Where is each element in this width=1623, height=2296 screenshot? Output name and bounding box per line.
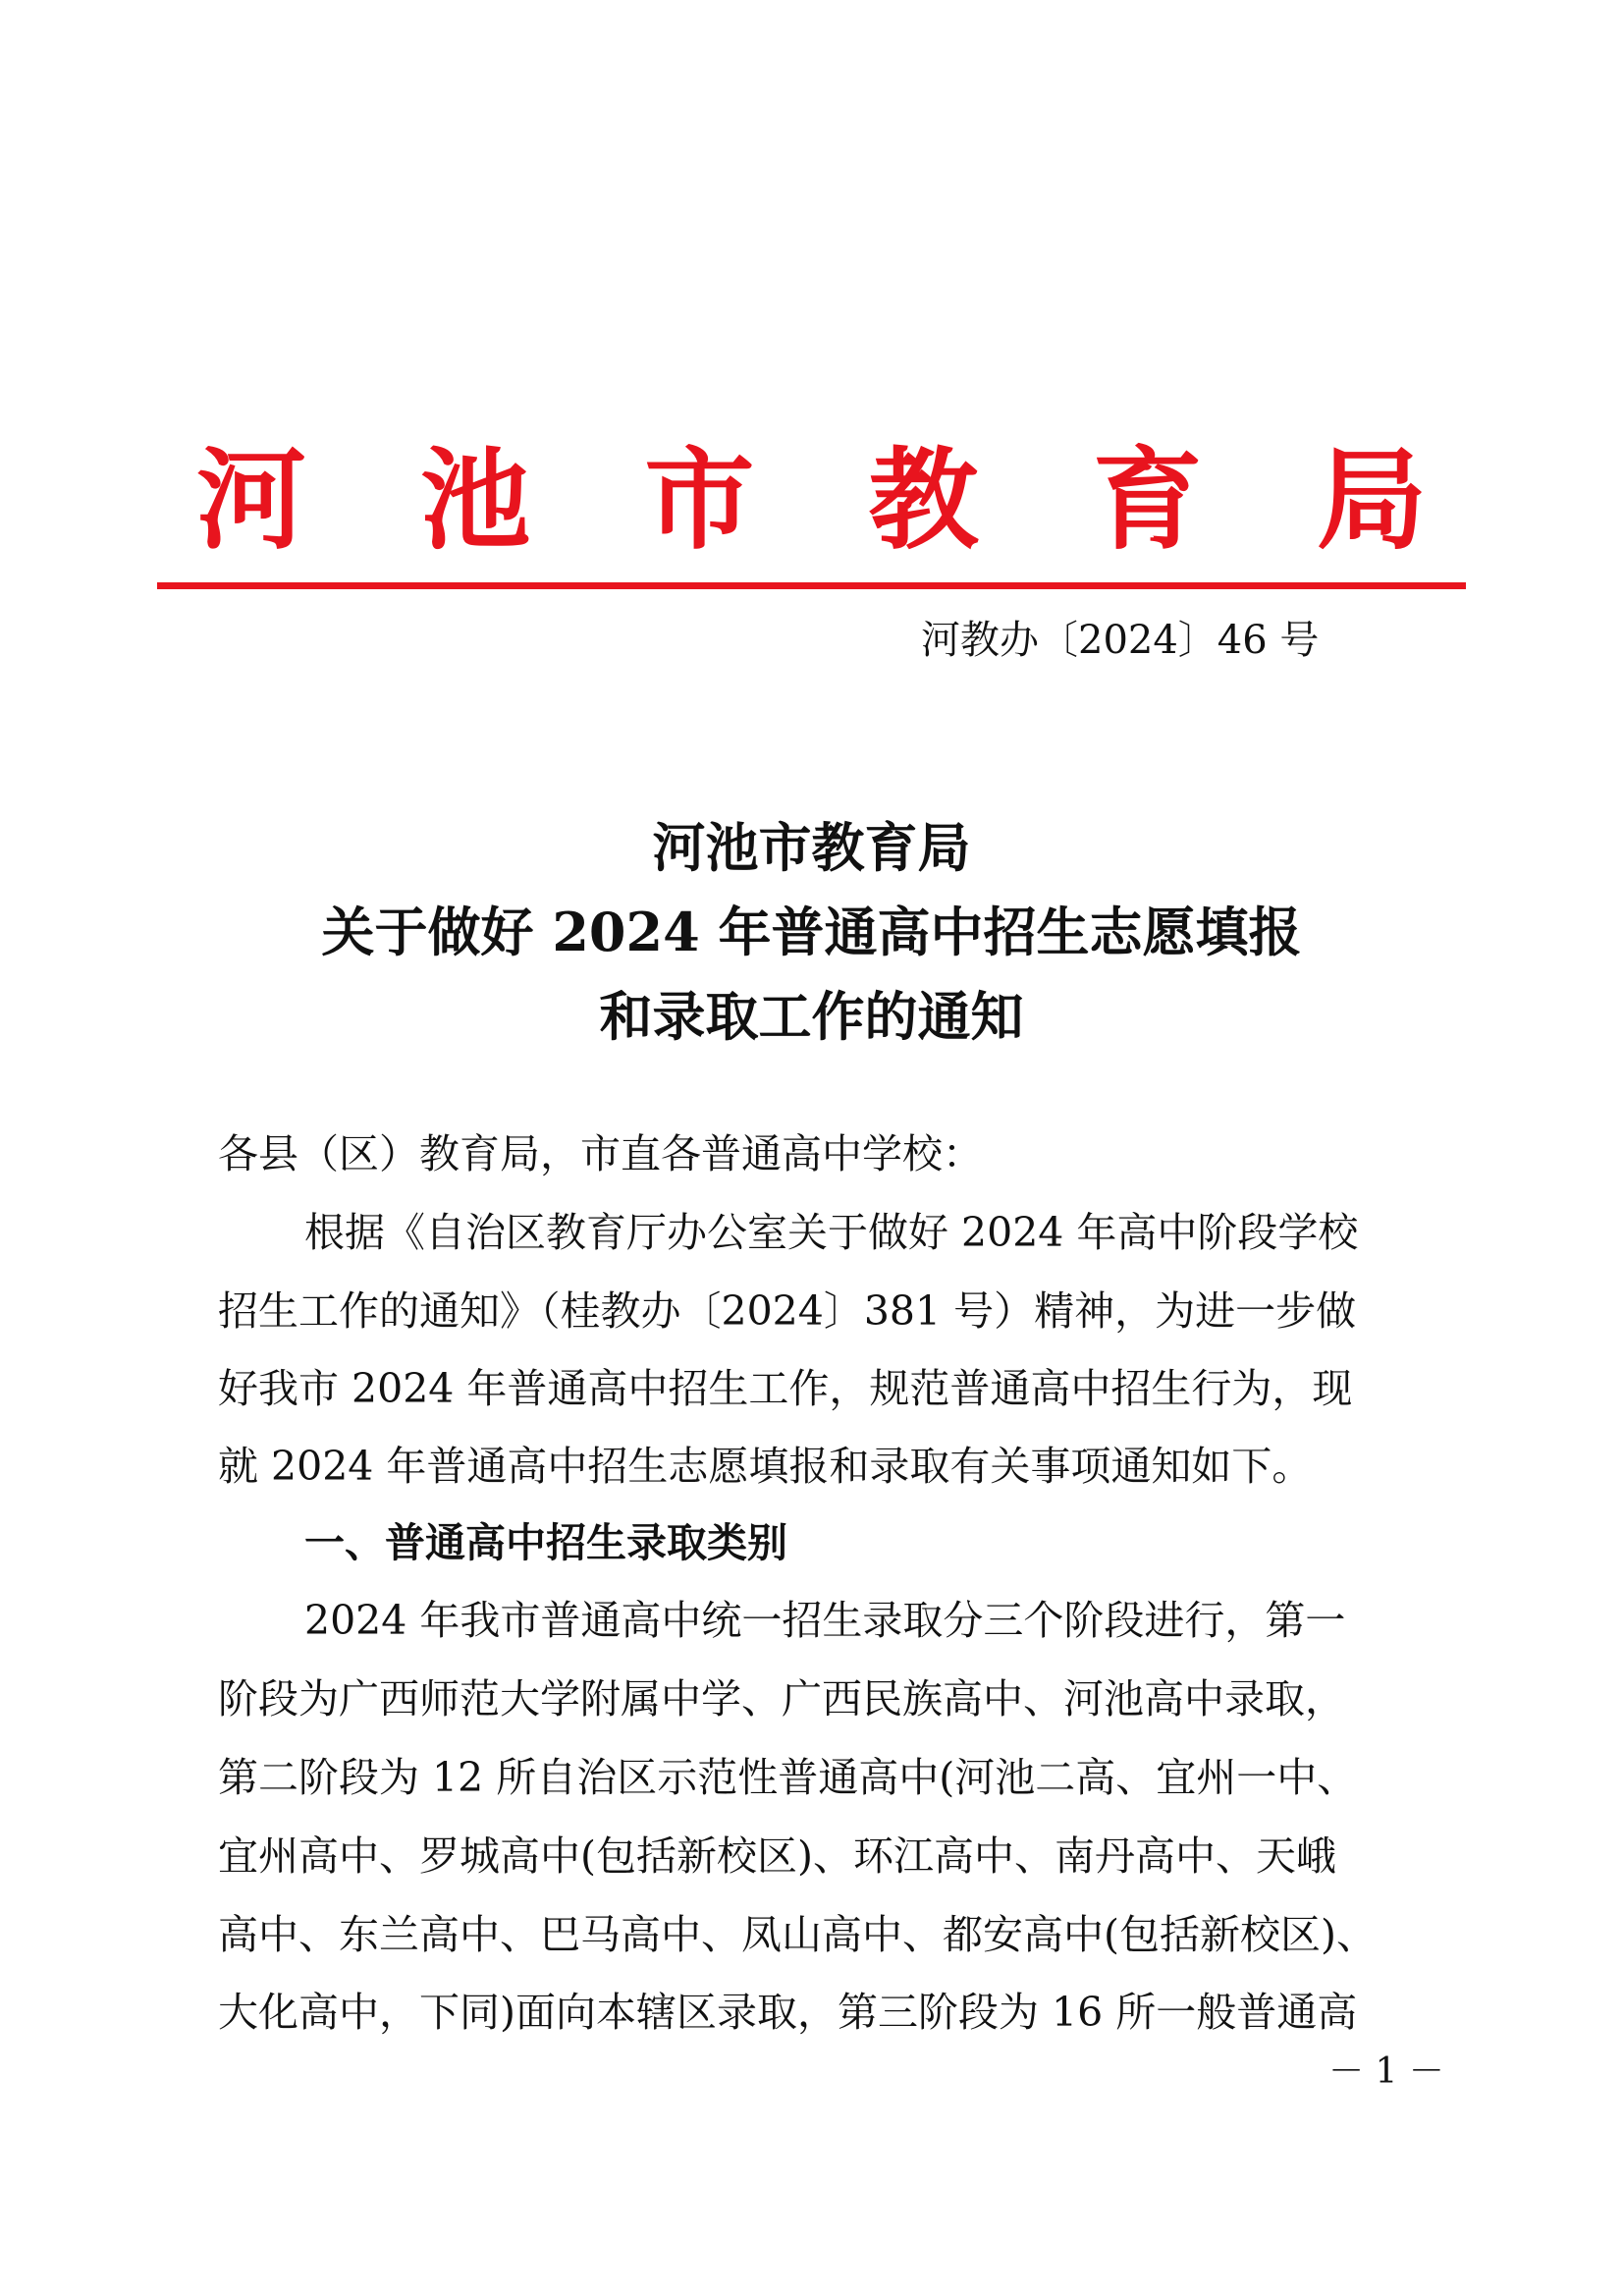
paragraph-2-line-3: 第二阶段为 12 所自治区示范性普通高中(河池二高、宜州一中、 xyxy=(218,1754,1358,1801)
title-line-3: 和录取工作的通知 xyxy=(599,985,1024,1048)
paragraph-1-line-2: 招生工作的通知》（桂教办〔2024〕381 号）精神，为进一步做 xyxy=(218,1287,1357,1335)
document-number: 河教办〔2024〕46 号 xyxy=(921,618,1320,663)
paragraph-2-line-5: 高中、东兰高中、巴马高中、凤山高中、都安高中(包括新校区)、 xyxy=(218,1911,1377,1958)
red-divider-rule xyxy=(157,582,1466,589)
paragraph-1-line-3: 好我市 2024 年普通高中招生工作，规范普通高中招生行为，现 xyxy=(218,1365,1353,1412)
section-1-heading: 一、普通高中招生录取类别 xyxy=(304,1519,787,1566)
paragraph-2-line-2: 阶段为广西师范大学附属中学、广西民族高中、河池高中录取， xyxy=(218,1675,1345,1722)
paragraph-2-line-6: 大化高中，下同)面向本辖区录取，第三阶段为 16 所一般普通高 xyxy=(218,1989,1358,2036)
masthead-char: 育 xyxy=(1092,436,1203,565)
paragraph-1-line-4: 就 2024 年普通高中招生志愿填报和录取有关事项通知如下。 xyxy=(218,1443,1313,1490)
title-line-1: 河池市教育局 xyxy=(652,816,971,879)
paragraph-1-line-1: 根据《自治区教育厅办公室关于做好 2024 年高中阶段学校 xyxy=(304,1209,1359,1256)
masthead-title xyxy=(196,432,1427,570)
paragraph-2-line-1: 2024 年我市普通高中统一招生录取分三个阶段进行，第一 xyxy=(304,1597,1346,1644)
masthead-char: 河 xyxy=(196,436,306,565)
paragraph-2-line-4: 宜州高中、罗城高中(包括新校区)、环江高中、南丹高中、天峨 xyxy=(218,1832,1336,1880)
salutation: 各县（区）教育局，市直各普通高中学校： xyxy=(218,1130,983,1177)
page-number: － 1 － xyxy=(1328,2051,1444,2092)
masthead-char: 局 xyxy=(1316,436,1427,565)
document-title xyxy=(157,805,1466,1059)
masthead-char: 市 xyxy=(644,436,755,565)
masthead-char: 池 xyxy=(420,436,531,565)
title-line-2: 关于做好 2024 年普通高中招生志愿填报 xyxy=(321,901,1302,963)
masthead-char: 教 xyxy=(868,436,979,565)
